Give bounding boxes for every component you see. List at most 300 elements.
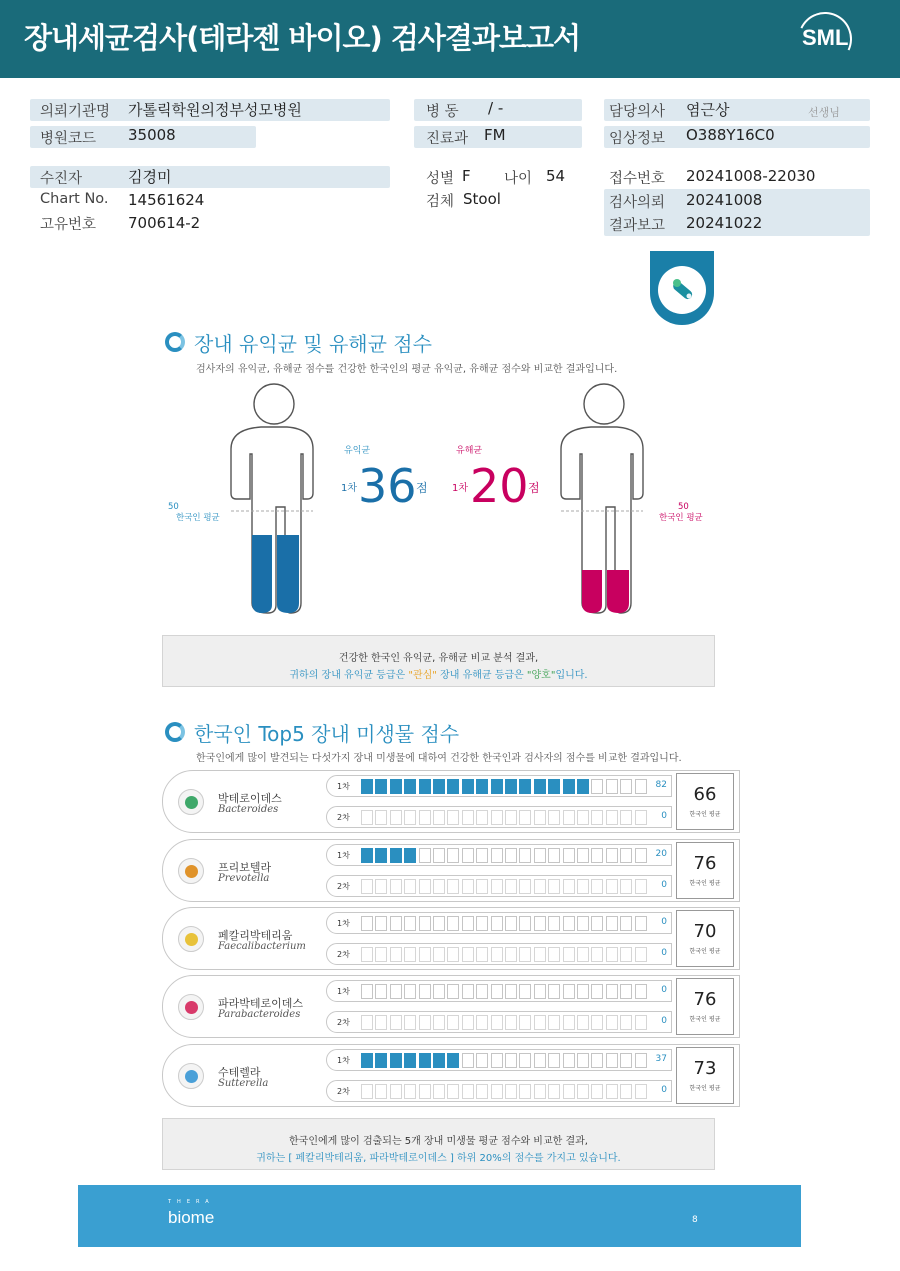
korean-avg-value: 76	[693, 989, 717, 1010]
bar-round-label: 2차	[337, 950, 350, 959]
bar-cell	[606, 1015, 618, 1030]
sex-value: F	[462, 167, 471, 185]
bar-cell	[419, 1053, 431, 1068]
microbe-icon	[178, 858, 204, 884]
harmful-person-figure	[559, 383, 647, 617]
bar-cell	[635, 779, 647, 794]
bar-cell	[591, 779, 603, 794]
doctor-value: 염근상	[686, 101, 730, 119]
age-label: 나이	[504, 171, 533, 187]
beneficial-avg-label: 한국인 평균	[176, 513, 220, 523]
bar-cell	[519, 848, 531, 863]
bar-cell	[534, 848, 546, 863]
bar-cell	[519, 810, 531, 825]
microbe-icon-blob	[185, 1001, 198, 1014]
report-title: 장내세균검사(테라젠 바이오) 검사결과보고서	[24, 21, 580, 55]
bar-cell	[563, 1084, 575, 1099]
bar-cell	[462, 848, 474, 863]
microbe-icon-blob	[185, 933, 198, 946]
bar-cell	[635, 916, 647, 931]
bar-cell	[404, 848, 416, 863]
bar-cell	[548, 810, 560, 825]
bar-cell	[635, 1053, 647, 1068]
bar-round-label: 1차	[337, 782, 350, 791]
request-value: 20241008	[686, 191, 763, 209]
bar-cell	[361, 779, 373, 794]
bar-cell	[447, 810, 459, 825]
bar-cell	[505, 879, 517, 894]
bar-cell	[548, 1015, 560, 1030]
microbe-name-latin: Parabacteroides	[218, 1009, 301, 1020]
institution-label: 의뢰기관명	[40, 104, 111, 120]
bar-cell	[519, 1053, 531, 1068]
bar-cell	[447, 779, 459, 794]
section2-result-box	[162, 1118, 715, 1170]
microbe-name-kr: 프리보텔라	[218, 861, 272, 874]
korean-avg-label: 한국인 평균	[689, 1085, 721, 1092]
bar-cell	[375, 947, 387, 962]
bar-cell	[491, 1084, 503, 1099]
bar-cell	[390, 1084, 402, 1099]
bar-round-label: 1차	[337, 987, 350, 996]
microbe-name-kr: 수테렐라	[218, 1066, 261, 1079]
score-bar-1	[326, 912, 672, 934]
microbe-row	[162, 907, 740, 970]
microbe-icon	[178, 994, 204, 1020]
bar-cell	[447, 916, 459, 931]
sml-logo-text: SML	[802, 25, 849, 50]
bar-cell	[519, 1015, 531, 1030]
report-value: 20241022	[686, 214, 763, 232]
bar-cell	[361, 879, 373, 894]
biome-logo: biome	[168, 1208, 215, 1227]
bar-cell	[534, 1084, 546, 1099]
patient-value: 김경미	[128, 168, 172, 186]
bar-cell	[404, 984, 416, 999]
bar-cell	[361, 947, 373, 962]
specimen-value: Stool	[463, 190, 501, 208]
korean-avg-box	[676, 910, 734, 967]
bar-cell	[375, 1084, 387, 1099]
korean-avg-value: 76	[693, 853, 717, 874]
bar-cell	[419, 810, 431, 825]
bar-cell	[519, 916, 531, 931]
harmful-grade: "양호"	[526, 670, 556, 681]
bar-cell	[505, 779, 517, 794]
beneficial-avg-value: 50	[168, 502, 179, 512]
bar-cell	[577, 810, 589, 825]
microbe-name-kr: 페칼리박테리움	[218, 929, 293, 942]
korean-avg-box	[676, 773, 734, 830]
bar-round-label: 2차	[337, 882, 350, 891]
clinical-label: 임상정보	[609, 131, 666, 147]
bar-value: 20	[655, 849, 667, 859]
bar-cell	[606, 1084, 618, 1099]
bar-cell	[505, 1015, 517, 1030]
bar-cell	[404, 1084, 416, 1099]
bar-cell	[577, 1084, 589, 1099]
bar-cell	[390, 1015, 402, 1030]
score-bar-2	[326, 1080, 672, 1102]
bar-cell	[491, 848, 503, 863]
microbe-row	[162, 839, 740, 902]
bar-cell	[635, 879, 647, 894]
bar-cell	[447, 947, 459, 962]
footer-thera-text: THERA	[168, 1199, 215, 1205]
bar-cell	[491, 1015, 503, 1030]
bar-cell	[563, 879, 575, 894]
bar-round-label: 1차	[337, 1056, 350, 1065]
bar-cell	[548, 1053, 560, 1068]
bar-cell	[476, 916, 488, 931]
bar-cell	[519, 879, 531, 894]
bar-cell	[491, 984, 503, 999]
bar-cell	[577, 848, 589, 863]
bar-round-label: 1차	[337, 851, 350, 860]
bar-cell	[548, 947, 560, 962]
bar-cell	[635, 984, 647, 999]
bar-value: 0	[661, 880, 667, 890]
bar-cell	[563, 810, 575, 825]
microbe-icon	[178, 789, 204, 815]
bar-cell	[491, 879, 503, 894]
section1-result-box	[162, 635, 715, 687]
bar-cell	[462, 1084, 474, 1099]
bar-cell	[505, 947, 517, 962]
bar-cell	[548, 1084, 560, 1099]
bar-cell	[447, 848, 459, 863]
bar-cell	[433, 810, 445, 825]
microbe-name-latin: Bacteroides	[218, 804, 279, 815]
doctor-suffix: 선생님	[808, 106, 840, 119]
harmful-score: 20	[470, 459, 529, 513]
bar-cell	[635, 848, 647, 863]
bar-cell	[505, 984, 517, 999]
bar-cell	[419, 779, 431, 794]
microbe-name-kr: 파라박테로이데스	[218, 997, 304, 1010]
bar-cell	[476, 1015, 488, 1030]
bar-cell	[433, 1015, 445, 1030]
section1-desc: 검사자의 유익균, 유해균 점수를 건강한 한국인의 평균 유익균, 유해균 점수와 비교한 결과입니다.	[196, 364, 618, 375]
bar-cell	[404, 879, 416, 894]
bar-cell	[606, 848, 618, 863]
score-bar-2	[326, 875, 672, 897]
bar-value: 82	[655, 780, 667, 790]
bar-cell	[534, 947, 546, 962]
korean-avg-box	[676, 1047, 734, 1104]
bar-cell	[591, 984, 603, 999]
bar-cell	[462, 879, 474, 894]
score-bar-1	[326, 1049, 672, 1071]
bar-cell	[548, 879, 560, 894]
bar-cell	[635, 947, 647, 962]
section1-result-line1: 건강한 한국인 유익균, 유해균 비교 분석 결과,	[338, 653, 539, 664]
bar-cell	[548, 916, 560, 931]
bar-cell	[433, 1053, 445, 1068]
bar-cell	[361, 1053, 373, 1068]
bar-cell	[375, 984, 387, 999]
korean-avg-label: 한국인 평균	[689, 1016, 721, 1023]
request-label: 검사의뢰	[609, 195, 666, 211]
bar-cell	[577, 879, 589, 894]
bar-cell	[361, 984, 373, 999]
bar-cell	[476, 810, 488, 825]
bar-cell	[447, 1015, 459, 1030]
receipt-label: 접수번호	[609, 171, 666, 187]
bar-cell	[577, 1015, 589, 1030]
bar-round-label: 2차	[337, 813, 350, 822]
bar-round-label: 1차	[337, 919, 350, 928]
bar-cell	[419, 1015, 431, 1030]
sml-logo	[798, 12, 854, 66]
bar-cell	[519, 779, 531, 794]
bacteria-icon	[658, 266, 706, 314]
bar-cell	[375, 779, 387, 794]
bar-cell	[620, 879, 632, 894]
bar-cell	[563, 947, 575, 962]
korean-avg-value: 73	[693, 1058, 717, 1079]
bar-cell	[361, 1084, 373, 1099]
bar-cell	[375, 810, 387, 825]
specimen-label: 검체	[426, 194, 455, 210]
korean-avg-value: 70	[693, 921, 717, 942]
korean-avg-label: 한국인 평균	[689, 880, 721, 887]
bar-cell	[361, 916, 373, 931]
bar-cell	[491, 779, 503, 794]
bar-cell	[505, 1084, 517, 1099]
bar-cell	[591, 916, 603, 931]
bar-cell	[577, 779, 589, 794]
chart-label: Chart No.	[40, 191, 109, 207]
bar-cell	[491, 810, 503, 825]
bar-cell	[519, 984, 531, 999]
info-bar-patient	[30, 166, 390, 188]
bar-cell	[361, 810, 373, 825]
bar-round-label: 2차	[337, 1087, 350, 1096]
bar-cell	[390, 810, 402, 825]
bar-cell	[390, 916, 402, 931]
beneficial-person-figure	[229, 383, 317, 617]
bar-cell	[462, 779, 474, 794]
beneficial-grade: "관심"	[408, 670, 437, 681]
bar-cell	[620, 984, 632, 999]
receipt-value: 20241008-22030	[686, 167, 816, 185]
score-bar-1	[326, 775, 672, 797]
bar-cell	[419, 947, 431, 962]
bar-cell	[548, 984, 560, 999]
bar-cell	[447, 984, 459, 999]
bar-cell	[577, 1053, 589, 1068]
bar-cell	[606, 984, 618, 999]
bar-cell	[505, 848, 517, 863]
microbe-name-latin: Faecalibacterium	[218, 941, 306, 952]
bar-cell	[563, 1053, 575, 1068]
score-bar-2	[326, 943, 672, 965]
korean-avg-box	[676, 842, 734, 899]
page-number: 8	[692, 1215, 698, 1225]
bar-cell	[375, 879, 387, 894]
bar-cell	[476, 848, 488, 863]
bar-cell	[534, 779, 546, 794]
unique-value: 700614-2	[128, 214, 201, 232]
score-bar-1	[326, 980, 672, 1002]
bar-cell	[390, 1053, 402, 1068]
bar-cell	[433, 879, 445, 894]
microbe-icon-blob	[185, 1070, 198, 1083]
bar-cell	[375, 916, 387, 931]
bar-value: 37	[655, 1054, 667, 1064]
bar-cell	[548, 848, 560, 863]
bar-cell	[620, 1053, 632, 1068]
bar-cell	[534, 1053, 546, 1068]
bar-cell	[476, 1053, 488, 1068]
bar-cell	[361, 848, 373, 863]
institution-value: 가톨릭학원의정부성모병원	[128, 101, 302, 119]
section1-ring-icon	[165, 332, 185, 352]
bar-cell	[433, 779, 445, 794]
ward-value: / -	[488, 99, 504, 117]
bar-value: 0	[661, 917, 667, 927]
bar-cell	[447, 1084, 459, 1099]
section1-title: 장내 유익균 및 유해균 점수	[194, 332, 432, 356]
bar-cell	[462, 1053, 474, 1068]
bar-value: 0	[661, 1085, 667, 1095]
bar-cell	[404, 1015, 416, 1030]
bar-cell	[419, 879, 431, 894]
bar-cell	[505, 1053, 517, 1068]
bar-cell	[419, 1084, 431, 1099]
bar-cell	[534, 916, 546, 931]
bar-cell	[606, 879, 618, 894]
bar-cell	[591, 947, 603, 962]
bar-cell	[390, 779, 402, 794]
section2-ring-icon	[165, 722, 185, 742]
bar-cell	[491, 1053, 503, 1068]
section2-result-line2: 귀하는 [ 페칼리박테리움, 파라박테로이데스 ] 하위 20%의 점수를 가지고 있습니다.	[256, 1153, 621, 1164]
sex-label: 성별	[426, 171, 455, 187]
result-text-e: 입니다.	[555, 670, 588, 681]
bar-cell	[620, 779, 632, 794]
korean-avg-box	[676, 978, 734, 1035]
beneficial-score: 36	[358, 459, 417, 513]
harmful-avg-value: 50	[678, 502, 689, 512]
bar-cell	[577, 916, 589, 931]
bar-cell	[433, 848, 445, 863]
bar-cell	[620, 947, 632, 962]
department-label: 진료과	[426, 131, 469, 147]
harmful-avg-label: 한국인 평균	[659, 513, 703, 523]
bar-cell	[606, 947, 618, 962]
microbe-icon-blob	[185, 865, 198, 878]
bar-cell	[404, 779, 416, 794]
microbe-icon	[178, 926, 204, 952]
bar-cell	[563, 916, 575, 931]
unique-label: 고유번호	[40, 217, 97, 233]
bar-cell	[534, 984, 546, 999]
bar-cell	[635, 1084, 647, 1099]
bar-cell	[563, 848, 575, 863]
microbe-icon-blob	[185, 796, 198, 809]
harmful-unit: 점	[528, 481, 540, 495]
bar-cell	[390, 984, 402, 999]
bar-cell	[361, 1015, 373, 1030]
bar-cell	[563, 984, 575, 999]
bar-cell	[591, 1015, 603, 1030]
clinical-value: O388Y16C0	[686, 126, 775, 144]
bar-cell	[577, 984, 589, 999]
bar-value: 0	[661, 1016, 667, 1026]
age-value: 54	[546, 167, 566, 185]
bar-cell	[476, 879, 488, 894]
bar-cell	[620, 1084, 632, 1099]
score-bar-2	[326, 1011, 672, 1033]
report-header	[0, 0, 900, 78]
microbe-icon	[178, 1063, 204, 1089]
microbe-name-latin: Sutterella	[218, 1078, 269, 1089]
bar-round-label: 2차	[337, 1018, 350, 1027]
beneficial-unit: 점	[416, 481, 428, 495]
korean-avg-value: 66	[693, 784, 717, 805]
bar-cell	[462, 984, 474, 999]
bar-cell	[505, 916, 517, 931]
section2-result-line1: 한국인에게 많이 검출되는 5개 장내 미생물 평균 점수와 비교한 결과,	[289, 1136, 588, 1147]
bar-cell	[635, 810, 647, 825]
microbe-row	[162, 975, 740, 1038]
bar-cell	[375, 1015, 387, 1030]
bar-cell	[563, 779, 575, 794]
bar-cell	[591, 1053, 603, 1068]
bar-cell	[534, 879, 546, 894]
bar-cell	[462, 1015, 474, 1030]
bar-cell	[433, 984, 445, 999]
bar-cell	[620, 916, 632, 931]
microbe-name-latin: Prevotella	[218, 873, 270, 884]
bar-cell	[563, 1015, 575, 1030]
patient-label: 수진자	[40, 171, 83, 187]
bar-cell	[519, 1084, 531, 1099]
score-bar-1	[326, 844, 672, 866]
result-text-c: 장내 유해균 등급은	[436, 670, 527, 681]
bar-cell	[505, 810, 517, 825]
bar-cell	[620, 848, 632, 863]
harmful-round: 1차	[452, 483, 469, 494]
bar-cell	[534, 1015, 546, 1030]
bar-cell	[606, 779, 618, 794]
bar-cell	[433, 916, 445, 931]
section1-result-line2	[163, 666, 714, 681]
bar-cell	[476, 984, 488, 999]
bar-cell	[390, 848, 402, 863]
bacteria-badge	[650, 251, 714, 325]
bar-cell	[462, 810, 474, 825]
bar-cell	[635, 1015, 647, 1030]
bar-cell	[519, 947, 531, 962]
bar-cell	[491, 916, 503, 931]
bar-cell	[620, 810, 632, 825]
bar-cell	[419, 848, 431, 863]
bar-cell	[404, 1053, 416, 1068]
section2-title: 한국인 Top5 장내 미생물 점수	[194, 722, 460, 746]
bar-cell	[606, 810, 618, 825]
department-value: FM	[484, 126, 506, 144]
bar-cell	[577, 947, 589, 962]
bar-cell	[606, 916, 618, 931]
beneficial-round: 1차	[341, 483, 358, 494]
bar-cell	[591, 879, 603, 894]
bar-value: 0	[661, 948, 667, 958]
bar-cell	[447, 879, 459, 894]
bar-cell	[591, 848, 603, 863]
